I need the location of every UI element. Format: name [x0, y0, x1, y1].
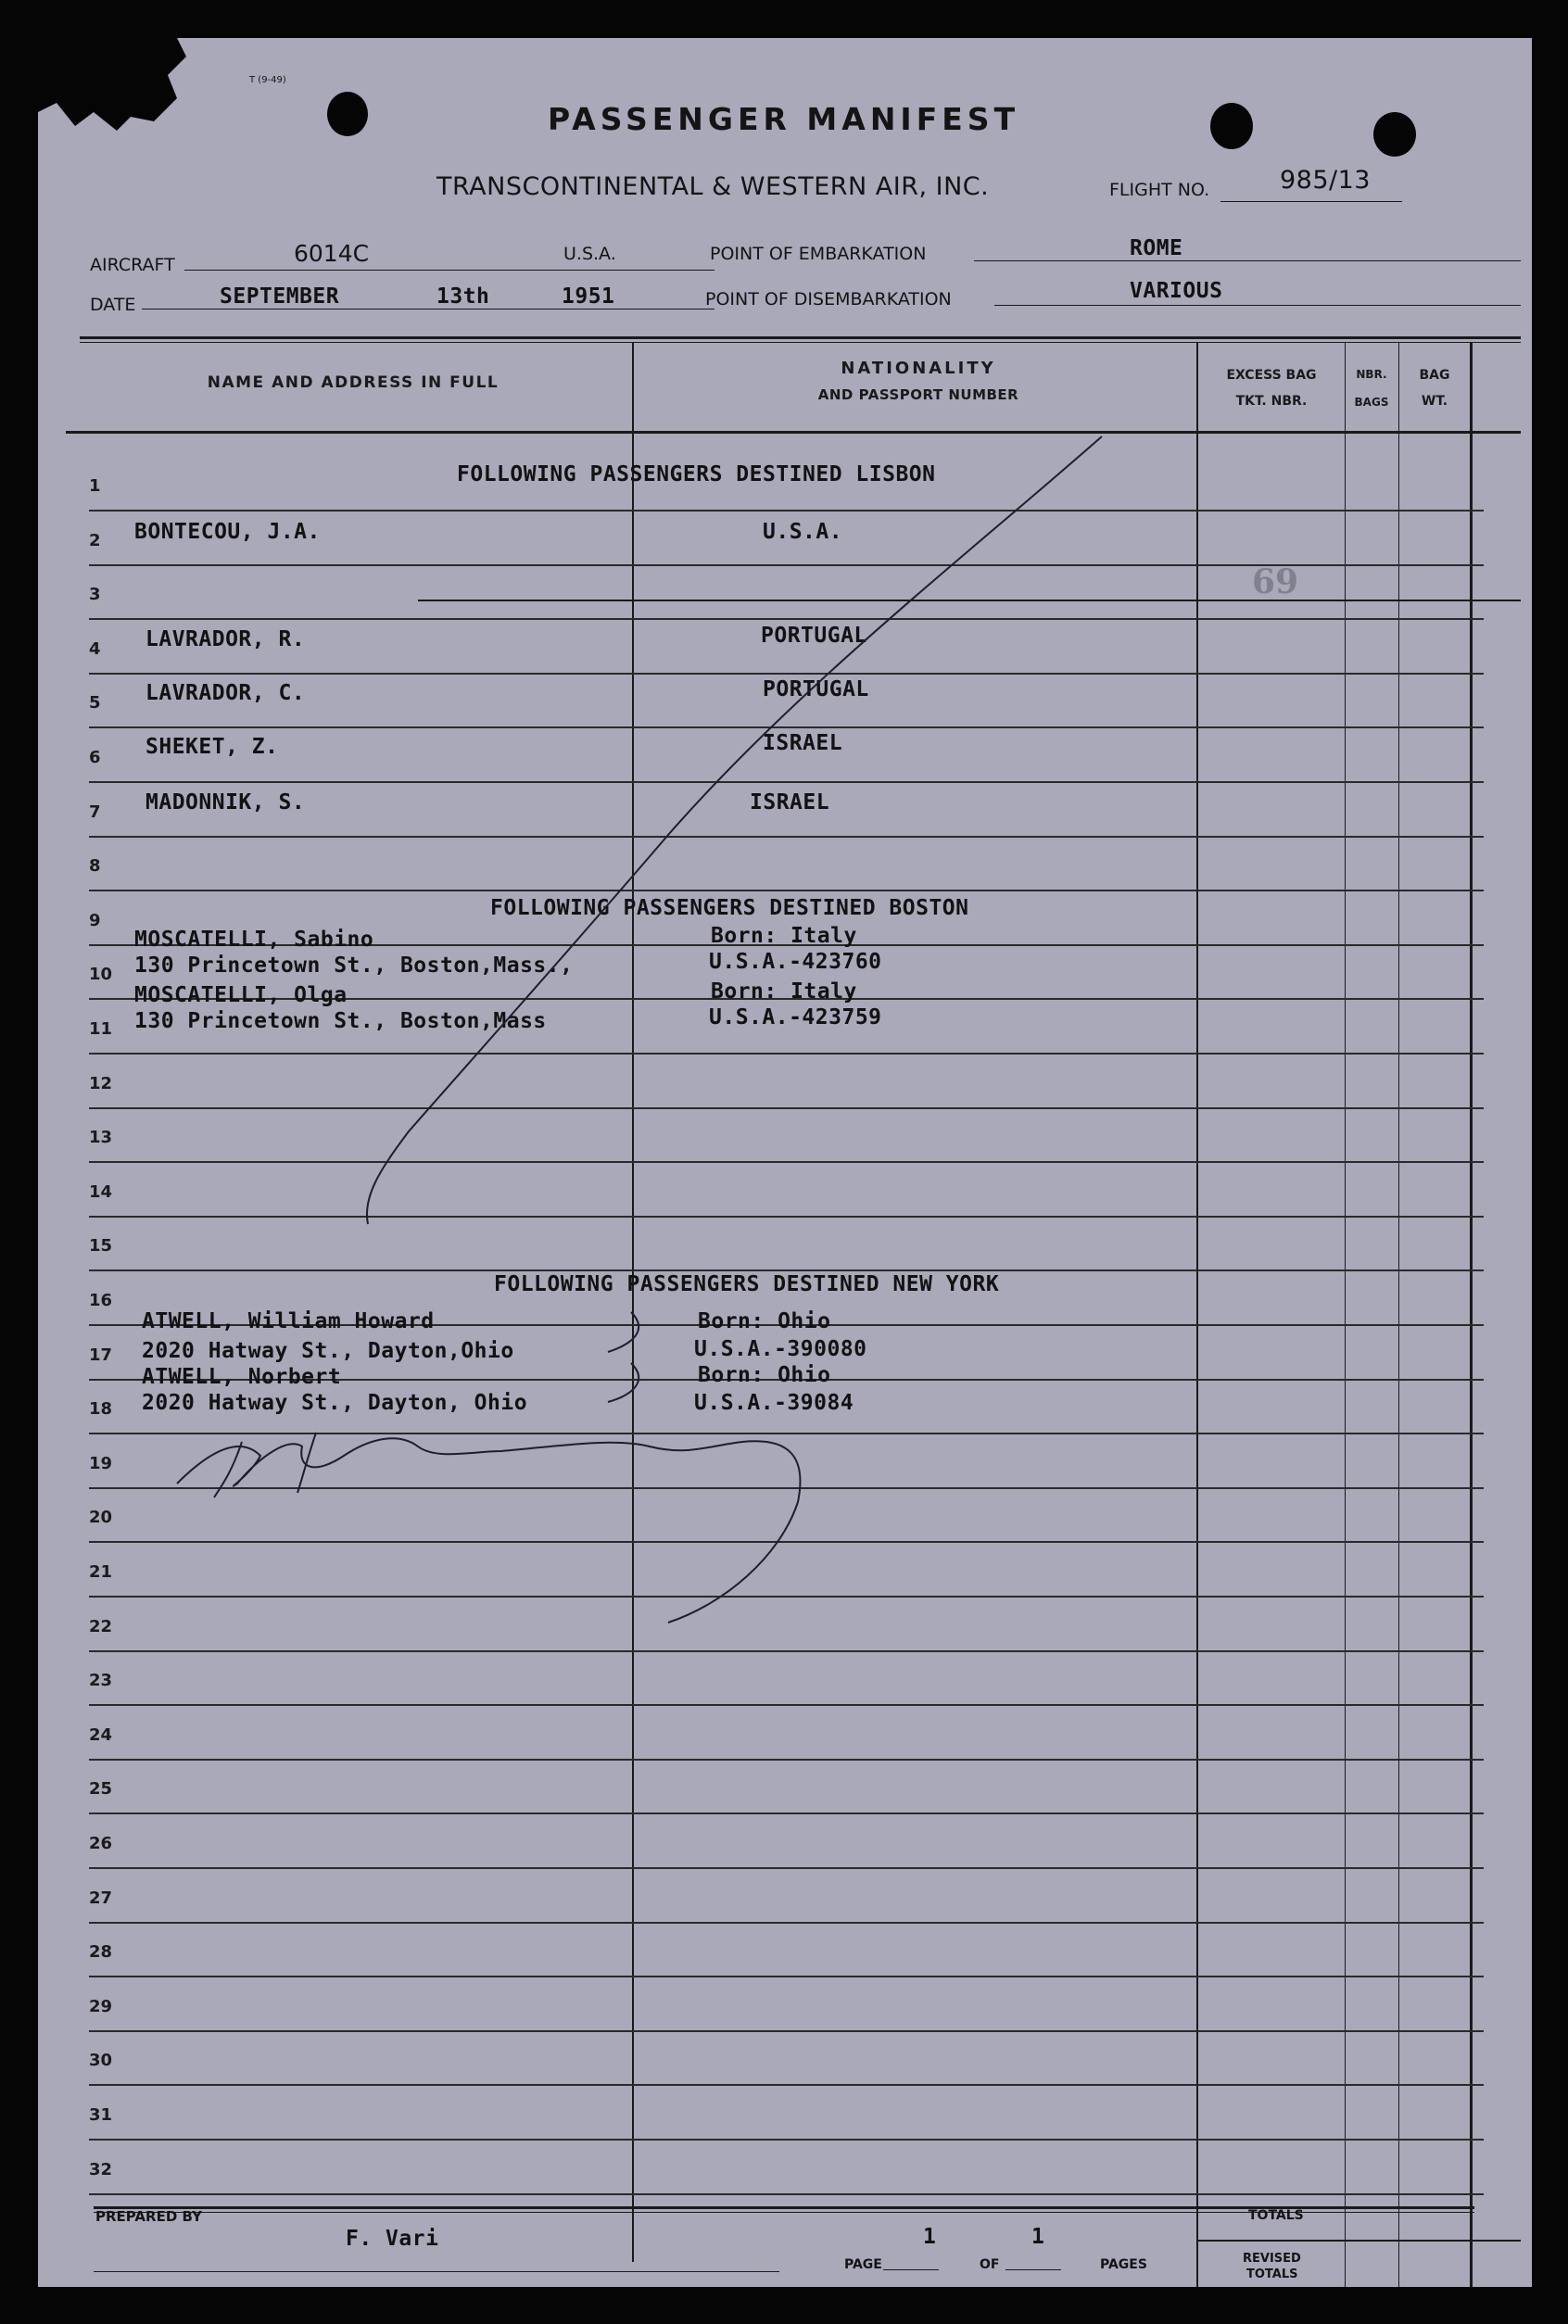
row-number: 21 [89, 1562, 113, 1582]
row-number: 16 [89, 1291, 113, 1310]
passenger-name: BONTECOU, J.A. [134, 520, 321, 544]
disembarkation-label: POINT OF DISEMBARKATION [705, 289, 952, 309]
flight-label: FLIGHT NO. [1109, 180, 1210, 200]
column-header-nbr: NBR. [1356, 368, 1387, 381]
passenger-name: LAVRADOR, C. [145, 681, 306, 705]
stamped-number: 69 [1252, 562, 1299, 601]
destination-header-new-york: FOLLOWING PASSENGERS DESTINED NEW YORK [494, 1272, 1000, 1296]
row-number: 24 [89, 1724, 113, 1745]
passenger-passport: U.S.A.-423760 [709, 950, 882, 974]
passenger-name: LAVRADOR, R. [145, 627, 306, 651]
pages-label: PAGES [1100, 2257, 1147, 2272]
row-number: 30 [89, 2051, 113, 2071]
disembarkation-value: VARIOUS [1130, 279, 1223, 303]
row-number: 28 [89, 1942, 113, 1963]
manifest-sheet [38, 38, 1532, 2287]
form-code: T (9-49) [249, 75, 286, 85]
row-number: 29 [89, 1996, 113, 2016]
passenger-name: ATWELL, William Howard [142, 1309, 435, 1333]
passenger-name: ATWELL, Norbert [142, 1365, 342, 1389]
passenger-address: 2020 Hatway St., Dayton,Ohio [142, 1339, 514, 1363]
company-name: TRANSCONTINENTAL & WESTERN AIR, INC. [436, 172, 990, 201]
row-number: 31 [89, 2105, 113, 2125]
row-number: 32 [89, 2159, 113, 2179]
revised-label: REVISED [1243, 2252, 1301, 2266]
row-number: 2 [89, 530, 101, 550]
passenger-birthplace: Born: Ohio [698, 1309, 831, 1333]
row-number: 22 [89, 1616, 113, 1636]
passenger-birthplace: Born: Italy [711, 979, 857, 1004]
row-number: 4 [89, 638, 101, 659]
row-number: 13 [89, 1128, 113, 1148]
row-number: 27 [89, 1888, 113, 1908]
passenger-birthplace: Born: Ohio [698, 1363, 831, 1387]
page-value: 1 [923, 2225, 937, 2249]
column-header-passport: AND PASSPORT NUMBER [817, 386, 1019, 403]
column-header-bag: BAG [1419, 368, 1450, 383]
row-number: 15 [89, 1236, 113, 1257]
row-number: 1 [89, 476, 101, 496]
passenger-passport: U.S.A.-390080 [694, 1337, 867, 1361]
date-label: DATE [90, 295, 136, 315]
passenger-name: SHEKET, Z. [145, 735, 279, 759]
row-number: 23 [89, 1671, 113, 1691]
row-number: 7 [89, 802, 101, 822]
passenger-name: MADONNIK, S. [145, 790, 306, 815]
row-number: 14 [89, 1181, 113, 1202]
date-month: SEPTEMBER [220, 284, 340, 309]
row-number: 26 [89, 1834, 113, 1853]
embarkation-label: POINT OF EMBARKATION [710, 244, 927, 264]
prepared-by-label: PREPARED BY [95, 2208, 202, 2225]
destination-header-lisbon: FOLLOWING PASSENGERS DESTINED LISBON [457, 462, 936, 486]
passenger-birthplace: Born: Italy [711, 924, 857, 948]
row-number: 20 [89, 1508, 113, 1528]
row-number: 25 [89, 1779, 113, 1800]
of-value: 1 [1031, 2225, 1045, 2249]
passenger-address: 130 Princetown St., Boston,Mass., [134, 954, 574, 978]
row-number: 6 [89, 748, 101, 767]
date-day: 13th [436, 284, 490, 309]
totals-label: TOTALS [1248, 2208, 1304, 2223]
row-number: 19 [89, 1453, 113, 1473]
aircraft-value: 6014C [294, 240, 370, 267]
passenger-address: 130 Princetown St., Boston,Mass [134, 1009, 547, 1033]
row-number: 8 [89, 856, 101, 877]
column-header-excess: EXCESS BAG [1226, 368, 1317, 383]
row-number: 12 [89, 1073, 113, 1093]
row-number: 5 [89, 693, 101, 714]
column-header-bags: BAGS [1354, 396, 1389, 409]
flight-number: 985/13 [1280, 166, 1371, 195]
passenger-name: MOSCATELLI, Sabino [134, 928, 374, 952]
destination-header-boston: FOLLOWING PASSENGERS DESTINED BOSTON [490, 896, 969, 920]
row-number: 18 [89, 1399, 113, 1420]
aircraft-country: U.S.A. [563, 244, 616, 264]
prepared-by-value: F. Vari [346, 2227, 439, 2251]
of-label: OF [980, 2257, 1000, 2272]
page-label: PAGE [844, 2257, 882, 2272]
date-year: 1951 [562, 284, 615, 309]
passenger-nationality: PORTUGAL [763, 677, 869, 701]
revised-totals-label: TOTALS [1246, 2267, 1298, 2281]
column-header-nationality: NATIONALITY [841, 359, 996, 378]
passenger-nationality: ISRAEL [763, 731, 843, 755]
passenger-nationality: PORTUGAL [761, 624, 867, 648]
passenger-address: 2020 Hatway St., Dayton, Ohio [142, 1391, 528, 1415]
column-header-tkt: TKT. NBR. [1235, 394, 1308, 409]
passenger-nationality: U.S.A. [763, 520, 843, 544]
handwritten-marks [38, 38, 1532, 2287]
column-header-wt: WT. [1421, 394, 1448, 409]
column-header-name: NAME AND ADDRESS IN FULL [207, 373, 499, 392]
aircraft-label: AIRCRAFT [90, 255, 175, 275]
row-number: 17 [89, 1345, 113, 1365]
page-title: PASSENGER MANIFEST [548, 101, 1020, 137]
row-number: 10 [89, 965, 113, 985]
passenger-name: MOSCATELLI, Olga [134, 983, 348, 1007]
embarkation-value: ROME [1130, 236, 1183, 260]
passenger-nationality: ISRAEL [750, 790, 830, 815]
row-number: 3 [89, 585, 101, 605]
passenger-passport: U.S.A.-39084 [694, 1391, 854, 1415]
row-number: 11 [89, 1019, 113, 1039]
passenger-passport: U.S.A.-423759 [709, 1005, 882, 1029]
row-number: 9 [89, 910, 101, 930]
